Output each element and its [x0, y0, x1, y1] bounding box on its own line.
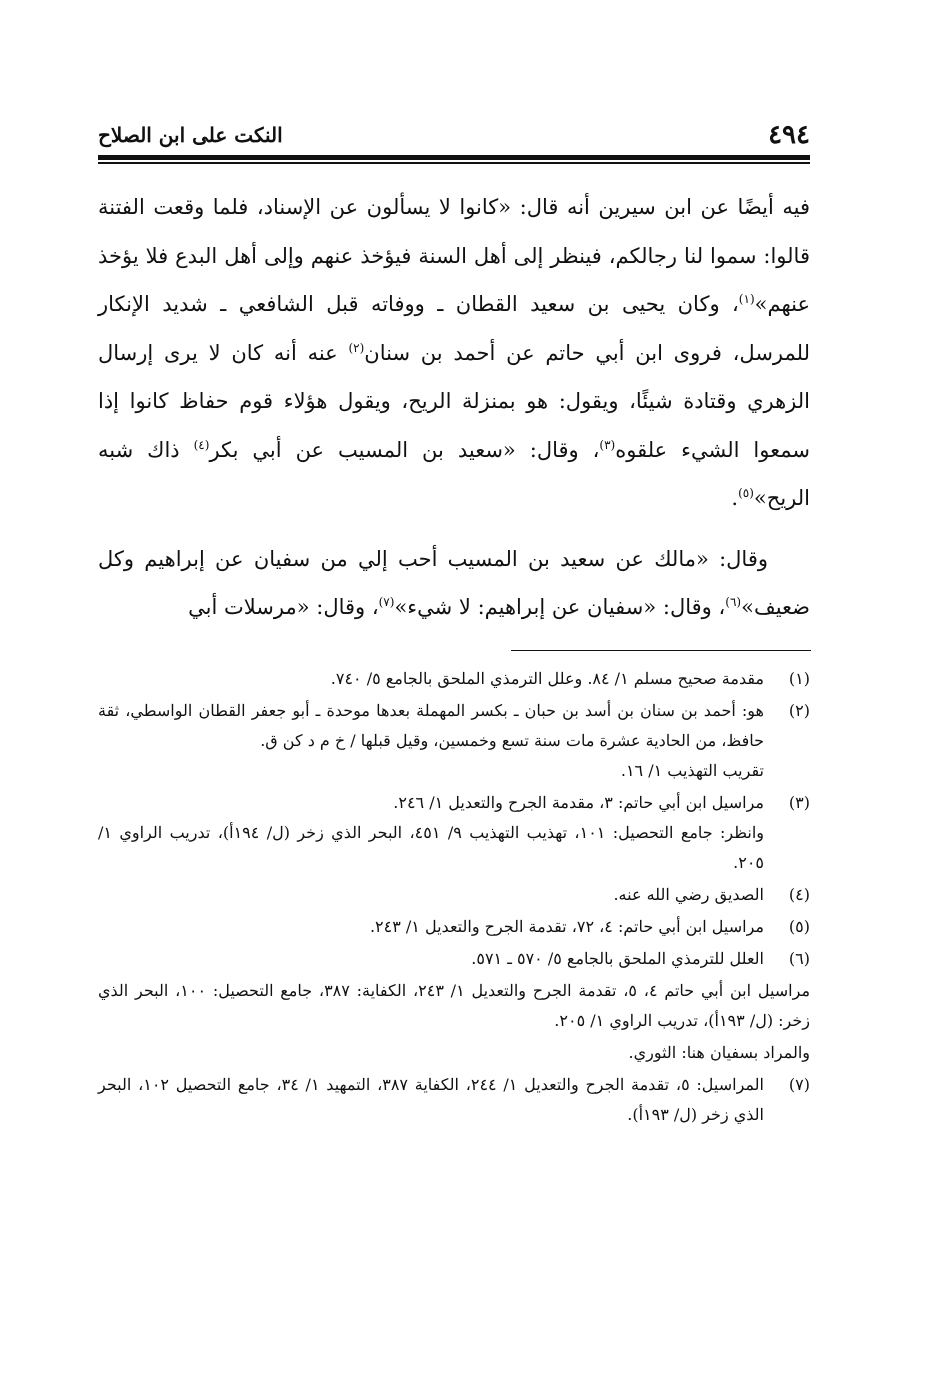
paragraph-1-part-2: ، وكان يحيى بن سعيد القطان ـ ووفاته قبل الشافعي ـ شديد الإنكار للمرسل، فروى ابن أبي حاتم عن أحمد بن سنان — [98, 292, 810, 365]
footnote-number: (٣) — [788, 793, 810, 812]
footnote-text: مقدمة صحيح مسلم ١/ ٨٤. وعلل الترمذي الملحق بالجامع ٥/ ٧٤٠. — [330, 669, 764, 688]
footnote-number: (١) — [788, 669, 810, 688]
footnote-text: مراسيل ابن أبي حاتم: ٣، مقدمة الجرح والتعديل ١/ ٢٤٦. — [393, 793, 764, 812]
footnote-2 — [98, 696, 810, 786]
paragraph-2-part-3: ، وقال: «مرسلات أبي — [188, 595, 379, 619]
footnote-number: (٤) — [788, 885, 810, 904]
footnote-text: مراسيل ابن أبي حاتم: ٤، ٧٢، تقدمة الجرح والتعديل ١/ ٢٤٣. — [369, 917, 764, 936]
footnote-number: (٥) — [788, 917, 810, 936]
footnote-5 — [98, 912, 810, 942]
footnote-ref-6: (٦) — [725, 595, 742, 609]
paragraph-1-part-5: ذاك شبه الريح» — [98, 437, 810, 510]
footnote-text-line-2: تقريب التهذيب ١/ ١٦. — [620, 761, 764, 780]
footnote-separator — [511, 650, 811, 651]
page-header — [98, 118, 810, 152]
footnote-text-line-2: وانظر: جامع التحصيل: ١٠١، تهذيب التهذيب ٩/ ٤٥١، البحر الذي زخر (ل/ ١٩٤أ)، تدريب الراوي ١/ ٢٠٥. — [98, 823, 765, 872]
footnote-ref-7: (٧) — [378, 595, 395, 609]
paragraph-1-part-6: . — [731, 486, 739, 510]
paragraph-2-part-2: ، وقال: «سفيان عن إبراهيم: لا شيء» — [394, 595, 726, 619]
paragraph-1-part-3: عنه أنه كان لا يرى إرسال الزهري وقتادة شيئًا، ويقول: هو بمنزلة الريح، ويقول هؤلاء قوم حفاظ كانوا إذا سمعوا الشيء علقوه — [98, 340, 810, 462]
running-title: النكت على ابن الصلاح — [98, 123, 283, 147]
footnote-text: الصديق رضي الله عنه. — [613, 885, 764, 904]
footnote-ref-3: (٣) — [599, 437, 616, 452]
paragraph-1-part-1: فيه أيضًا عن ابن سيرين أنه قال: «كانوا لا يسألون عن الإسناد، فلما وقعت الفتنة قالوا: سموا لنا رجالكم، فينظر إلى أهل السنة فيؤخذ عنهم وإلى أهل البدع فلا يؤخذ عنهم» — [98, 195, 810, 316]
main-text — [98, 183, 810, 632]
paragraph-2 — [98, 535, 810, 632]
footnote-3 — [98, 788, 810, 878]
footnote-text: هو: أحمد بن سنان بن أسد بن حبان ـ بكسر المهملة بعدها موحدة ـ أبو جعفر القطان الواسطي، ثقة حافظ، من الحادية عشرة مات سنة تسع وخمسين، وقيل قبلها / خ م د كن ق. — [98, 701, 764, 750]
footnote-text: المراسيل: ٥، تقدمة الجرح والتعديل ١/ ٢٤٤، الكفاية ٣٨٧، التمهيد ١/ ٣٤، جامع التحصيل ١٠٢، البحر الذي زخر (ل/ ١٩٣أ). — [98, 1075, 765, 1124]
footnote-7 — [98, 1070, 810, 1130]
footnote-6 — [98, 944, 810, 974]
paragraph-2-part-1: وقال: «مالك عن سعيد بن المسيب أحب إلي من سفيان عن إبراهيم وكل ضعيف» — [98, 546, 810, 619]
header-rule-thin — [98, 162, 810, 164]
footnote-ref-2: (٢) — [348, 340, 365, 355]
paragraph-1 — [98, 183, 810, 523]
footnote-6-continuation-2: والمراد بسفيان هنا: الثوري. — [628, 1043, 810, 1062]
footnote-number: (٢) — [788, 701, 810, 720]
footnote-text: العلل للترمذي الملحق بالجامع ٥/ ٥٧٠ ـ ٥٧١. — [471, 949, 764, 968]
page-number: ٤٩٤ — [768, 120, 810, 150]
header-rule-thick — [98, 155, 810, 160]
footnote-1 — [98, 664, 810, 694]
paragraph-1-part-4: ، وقال: «سعيد بن المسيب عن أبي بكر — [209, 437, 600, 462]
footnote-ref-4: (٤) — [193, 437, 210, 452]
footnotes — [98, 664, 810, 1132]
footnote-ref-1: (١) — [738, 292, 755, 306]
footnote-4 — [98, 880, 810, 910]
footnote-6-continuation-1: مراسيل ابن أبي حاتم ٤، ٥، تقدمة الجرح والتعديل ١/ ٢٤٣، الكفاية: ٣٨٧، جامع التحصيل: ١٠٠، البحر الذي زخر: (ل/ ١٩٣أ)، تدريب الراوي ١/ ٢٠٥. — [98, 981, 811, 1030]
footnote-number: (٧) — [788, 1075, 810, 1094]
footnote-number: (٦) — [788, 949, 810, 968]
footnote-ref-5: (٥) — [738, 486, 754, 500]
